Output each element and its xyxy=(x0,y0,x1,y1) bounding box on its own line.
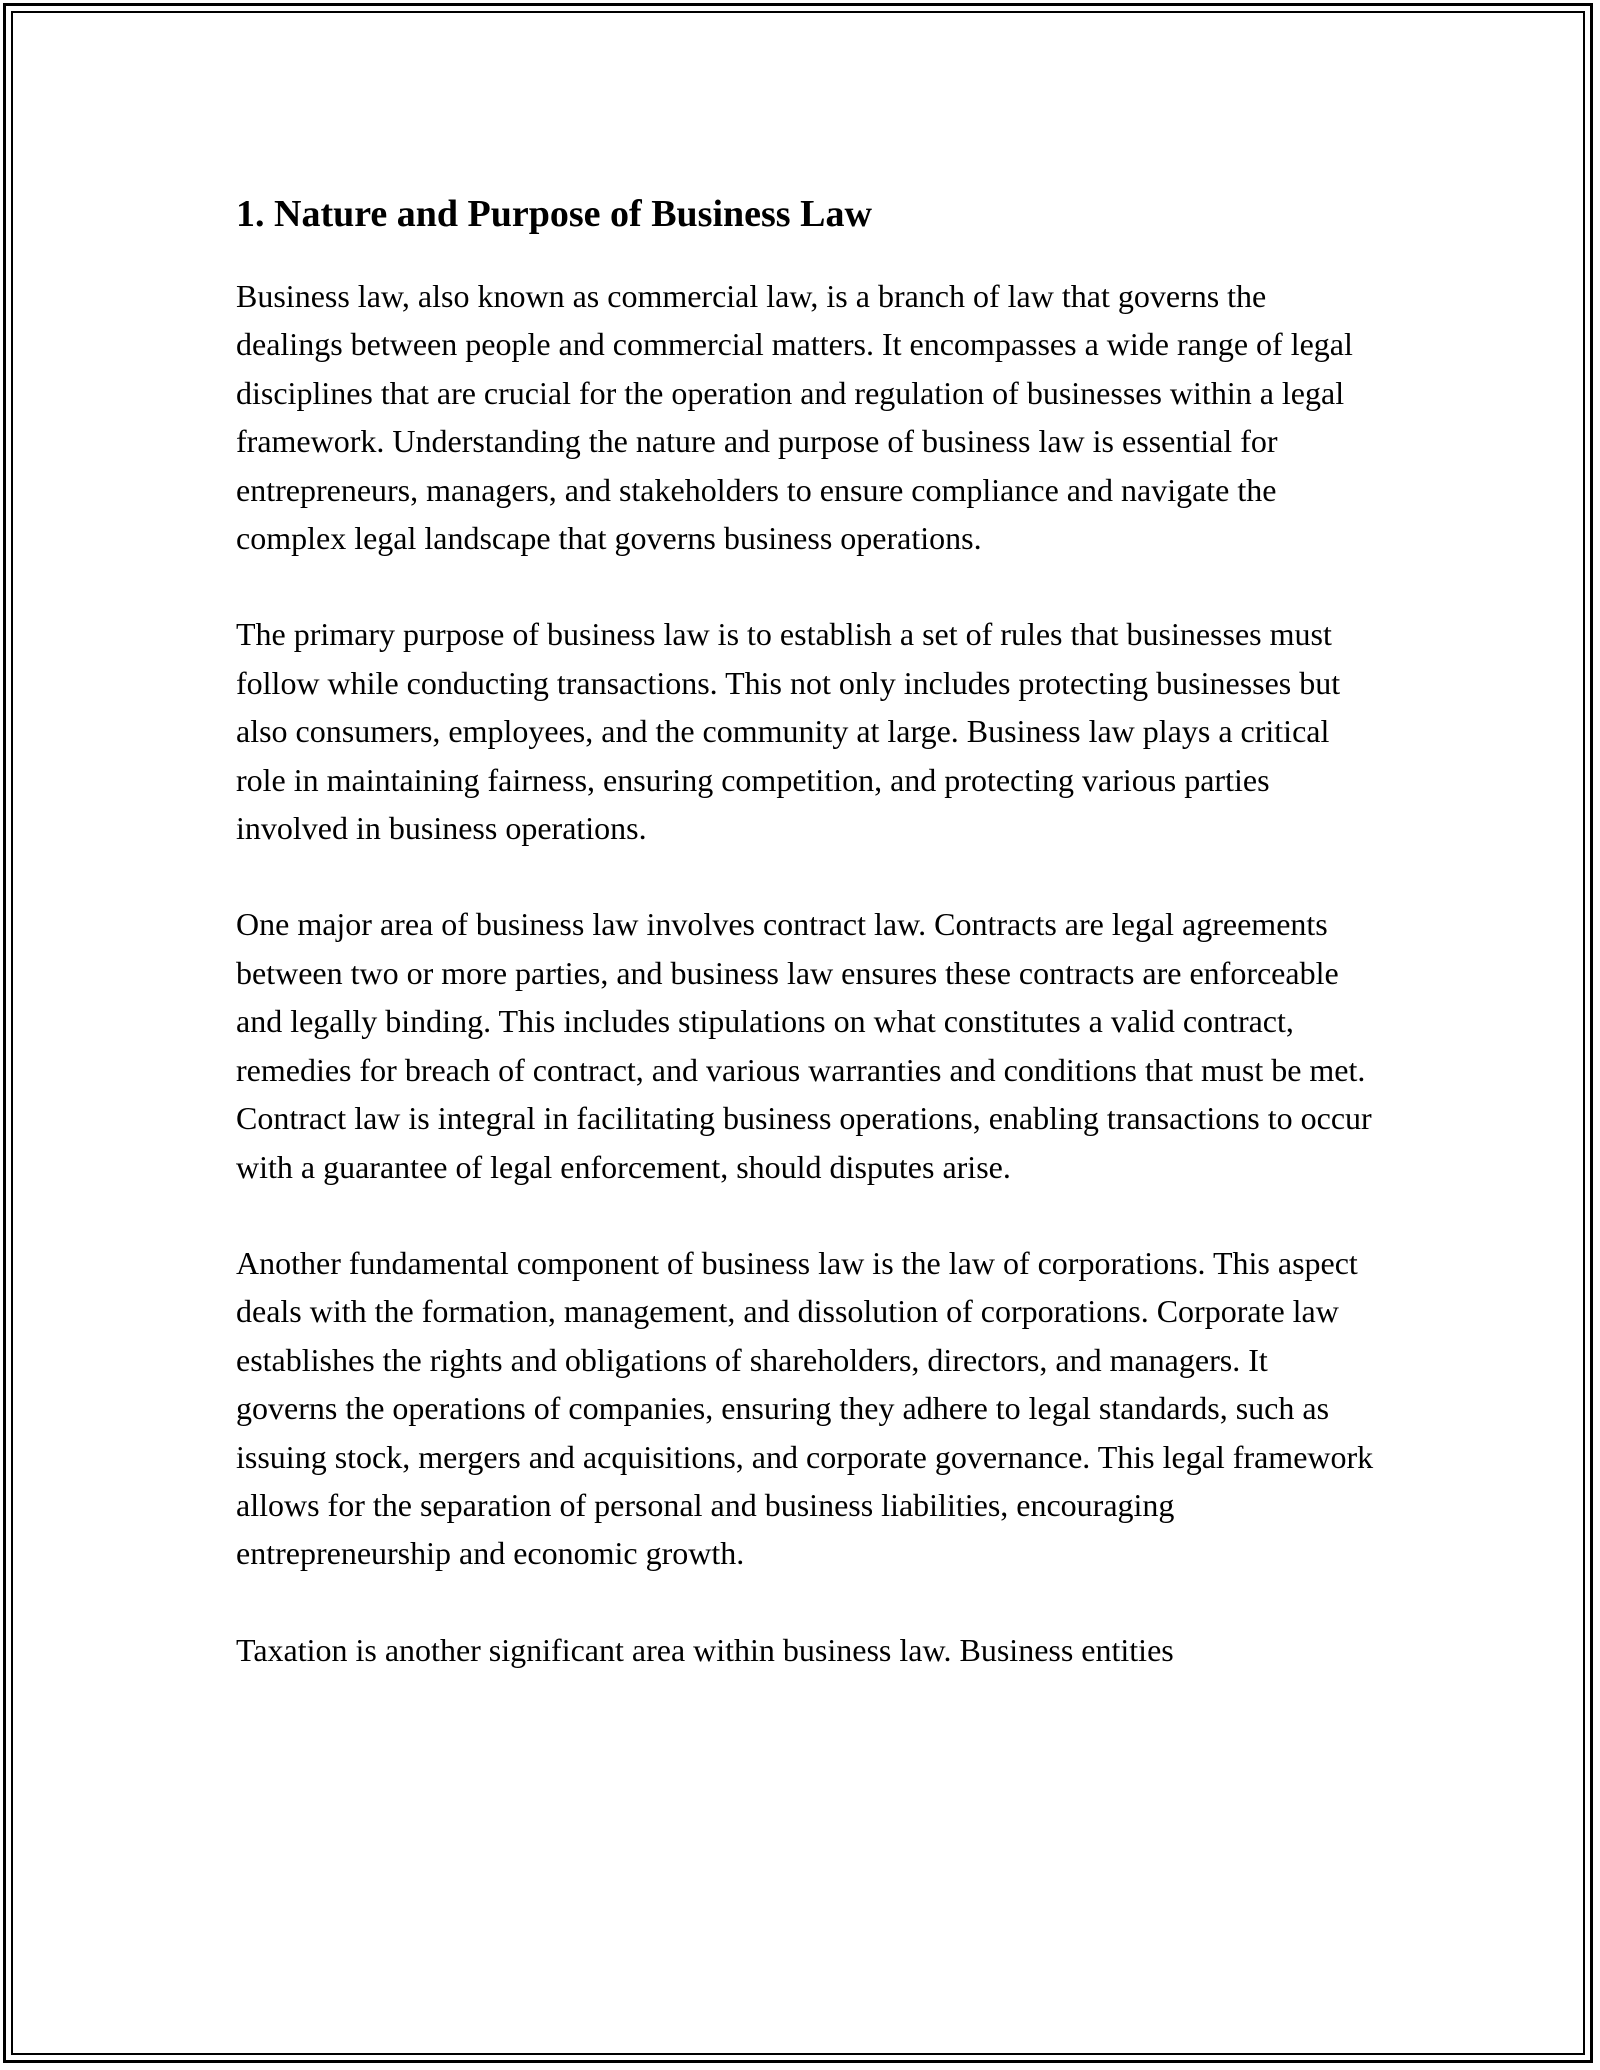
section-heading: 1. Nature and Purpose of Business Law xyxy=(236,193,872,235)
paragraph-3: One major area of business law involves contract law. Contracts are legal agreements between two or more parties, and business law ensures these contracts are enforceable and legally binding. This includes stipulations on what constitutes a valid contract, remedies for breach of contract, and various warranties and conditions that must be met. Contract law is integral in facilitating business operations, enabling transactions to occur with a guarantee of legal enforcement, should disputes arise. xyxy=(236,906,1372,1185)
paragraph-5: Taxation is another significant area within business law. Business entities xyxy=(236,1631,1174,1668)
paragraph-4: Another fundamental component of business law is the law of corporations. This aspect deals with the formation, management, and dissolution of corporations. Corporate law establishes the rights and obligations of shareholders, directors, and managers. It governs the operations of companies, ensuring they adhere to legal standards, such as issuing stock, mergers and acquisitions, and corporate governance. This legal framework allows for the separation of personal and business liabilities, encouraging entrepreneurship and economic growth. xyxy=(236,1244,1374,1572)
paragraph-2: The primary purpose of business law is to establish a set of rules that businesses must follow while conducting transactions. This not only includes protecting businesses but also consumers, employees, and the community at large. Business law plays a critical role in maintaining fairness, ensuring competition, and protecting various parties involved in business operations. xyxy=(236,616,1341,847)
paragraph-1: Business law, also known as commercial law, is a branch of law that governs the dealings between people and commercial matters. It encompasses a wide range of legal disciplines that are crucial for the operation and regulation of businesses within a legal framework. Understanding the nature and purpose of business law is essential for entrepreneurs, managers, and stakeholders to ensure compliance and navigate the complex legal landscape that governs business operations. xyxy=(236,278,1353,557)
document-body xyxy=(236,186,1376,1722)
